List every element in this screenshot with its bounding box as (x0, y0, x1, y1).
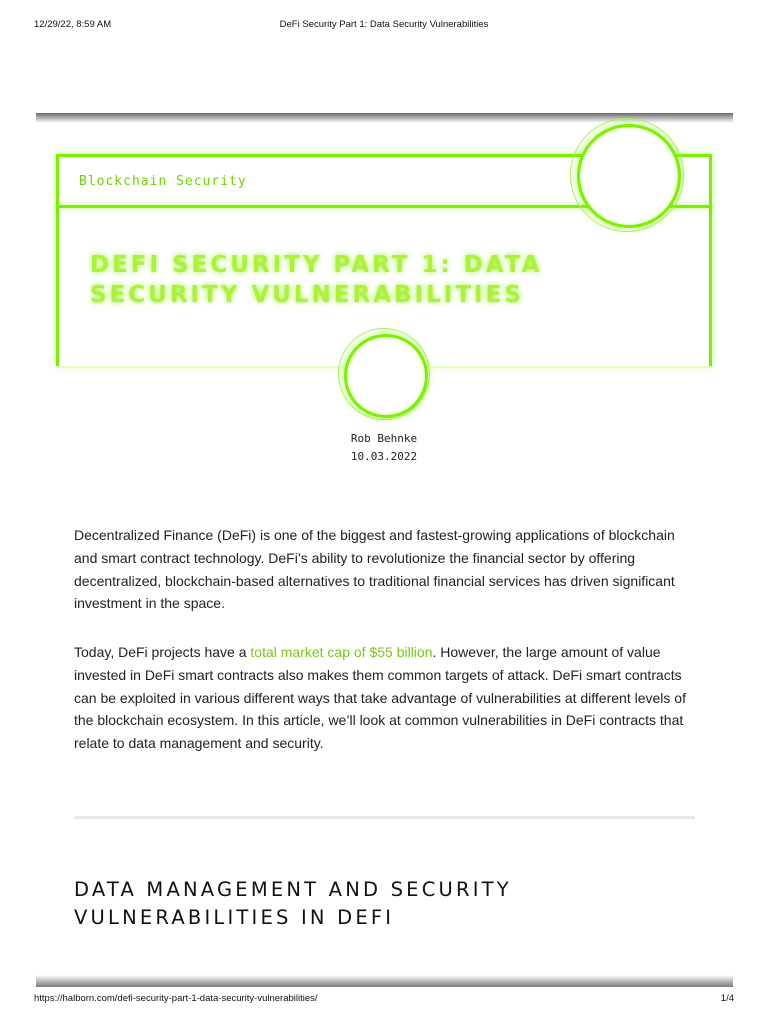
section-divider (74, 816, 695, 819)
print-datetime: 12/29/22, 8:59 AM (34, 19, 112, 30)
page-shadow-bottom (36, 975, 733, 987)
article-paragraph-2 (74, 641, 696, 755)
print-header (0, 19, 768, 33)
article-paragraph-1: Decentralized Finance (DeFi) is one of the biggest and fastest-growing applications of blockchain and smart contract technology. DeFi’s ability to revolutionize the financial sector by offering decentralized, blockchain-based alternatives to traditional financial services has driven significant investment in the space. (74, 527, 675, 612)
print-title: DeFi Security Part 1: Data Security Vulnerabilities (279, 19, 489, 30)
print-page-number: 1/4 (720, 993, 734, 1004)
print-footer (0, 993, 768, 1007)
publish-date: 10.03.2022 (350, 450, 418, 463)
category-label[interactable]: Blockchain Security (79, 174, 247, 189)
print-url: https://halborn.com/defi-security-part-1-data-security-vulnerabilities/ (34, 993, 318, 1004)
decorative-ring-icon (577, 124, 681, 228)
para2-text-before: Today, DeFi projects have a (74, 644, 251, 660)
para2-text-after: . However, the large amount of value invested in DeFi smart contracts also makes them common targets of attack. DeFi smart contracts can be exploited in various different ways that take advantage of vulnerabilities at different levels of the blockchain ecosystem. In this article, we’ll look at common vulnerabilities in DeFi contracts that relate to data management and security. (74, 644, 686, 752)
section-heading: DATA MANAGEMENT AND SECURITY VULNERABILITIES IN DEFI (74, 878, 512, 929)
page-title: DEFI SECURITY PART 1: DATA SECURITY VULNERABILITIES (90, 252, 543, 308)
market-cap-link[interactable]: total market cap of $55 billion (250, 644, 433, 660)
author-block (0, 430, 768, 466)
author-avatar (344, 334, 428, 418)
author-name[interactable]: Rob Behnke (350, 432, 418, 445)
